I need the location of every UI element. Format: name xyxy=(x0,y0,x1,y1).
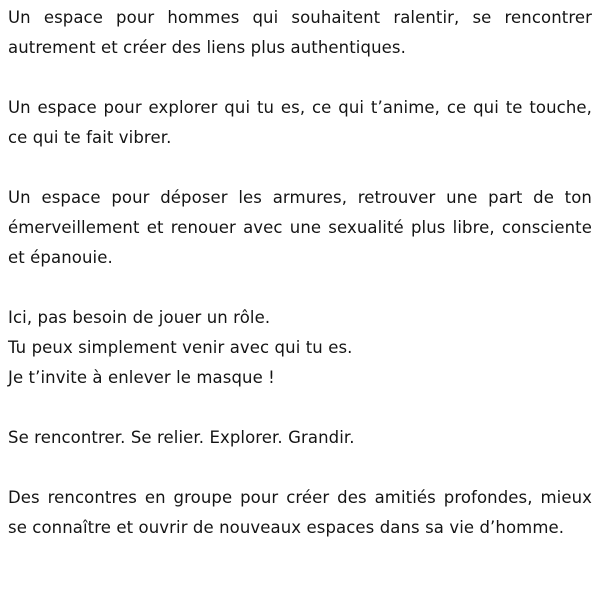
invitation-block xyxy=(8,303,592,393)
invitation-line: Je t’invite à enlever le masque ! xyxy=(8,368,275,387)
invitation-line: Tu peux simplement venir avec qui tu es. xyxy=(8,338,353,357)
paragraph-armor: Un espace pour déposer les armures, retrouver une part de ton émerveillement et renouer avec une sexualité plus libre, consciente et épanouie. xyxy=(8,188,592,267)
motto: Se rencontrer. Se relier. Explorer. Grandir. xyxy=(8,428,355,447)
closing-paragraph: Des rencontres en groupe pour créer des amitiés profondes, mieux se connaître et ouvrir de nouveaux espaces dans sa vie d’homme. xyxy=(8,488,592,537)
invitation-line: Ici, pas besoin de jouer un rôle. xyxy=(8,308,271,327)
paragraph-explore: Un espace pour explorer qui tu es, ce qui t’anime, ce qui te touche, ce qui te fait vibrer. xyxy=(8,98,592,147)
paragraph-slow-down: Un espace pour hommes qui souhaitent ralentir, se rencontrer autrement et créer des liens plus authentiques. xyxy=(8,8,592,57)
